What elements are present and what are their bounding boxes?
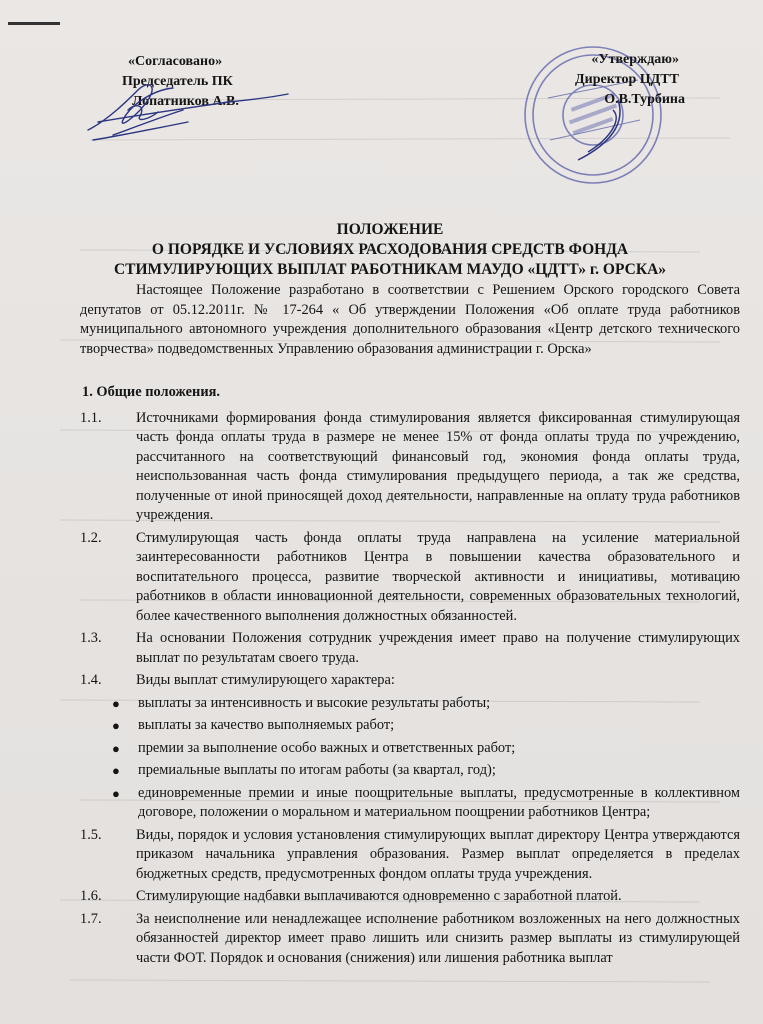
bullet-icon: ● (112, 740, 120, 756)
approval-right-name: О.В.Турбина (604, 92, 685, 107)
clause-number: 1.3. (80, 630, 102, 646)
clause-text: Виды выплат стимулирующего характера: (136, 672, 395, 688)
clause-number: 1.4. (80, 672, 102, 688)
document-title (60, 220, 720, 280)
intro-paragraph: Настоящее Положение разработано в соответствии с Решением Орского городского Совета депутатов от 05.12.2011г. № 17-264 « Об утверждении Положения «Об оплате труда работников муниципального автономного учреждения дополнительного образования «Центр детского технического творчества» подведомственных Управлению образования администрации г. Орска» (80, 282, 740, 357)
clause-number: 1.5. (80, 826, 102, 843)
clause (80, 529, 740, 627)
approval-right-position: Директор ЦДТТ (575, 72, 679, 87)
bullet-icon: ● (112, 695, 120, 711)
approval-block-right (575, 50, 685, 110)
payment-types-list (112, 694, 740, 823)
title-line-1: ПОЛОЖЕНИЕ (336, 221, 444, 238)
clause (80, 629, 740, 668)
clause-number: 1.7. (80, 910, 102, 927)
list-item: ● выплаты за интенсивность и высокие результаты работы; (112, 694, 740, 714)
list-item: ● выплаты за качество выполняемых работ; (112, 716, 740, 736)
scan-corner-mark (8, 22, 60, 25)
document-body (80, 281, 740, 971)
title-line-2: О ПОРЯДКЕ И УСЛОВИЯХ РАСХОДОВАНИЯ СРЕДСТВ ФОНДА (151, 241, 629, 258)
list-item: ● премии за выполнение особо важных и ответственных работ; (112, 739, 740, 759)
bullet-icon: ● (112, 785, 120, 801)
approval-left-title: «Согласовано» (128, 54, 223, 69)
clause-text: Стимулирующая часть фонда оплаты труда направлена на усиление материальной заинтересованности работников Центра в повышении качества образовательного и воспитательного процесса, развитие творческой активности и инициативы, мотивацию работников в области инновационной деятельности, современных образовательных технологий, более качественного выполнения должностных обязанностей. (136, 529, 740, 624)
section-heading: 1. Общие положения. (82, 384, 221, 400)
signature-icon (78, 60, 298, 150)
bullet-icon: ● (112, 763, 120, 778)
clause (80, 671, 740, 691)
title-line-3: СТИМУЛИРУЮЩИХ ВЫПЛАТ РАБОТНИКАМ МАУДО «ЦДТТ» г. ОРСКА» (113, 261, 667, 278)
clause-text: На основании Положения сотрудник учреждения имеет право на получение стимулирующих выплат по результатам своего труда. (136, 630, 740, 666)
list-item: ● премиальные выплаты по итогам работы (за квартал, год); (112, 761, 740, 781)
approval-left-name: Лопатников А.В. (132, 94, 239, 109)
clause-text: Источниками формирования фонда стимулирования является фиксированная стимулирующая часть фонда оплаты труда в размере не менее 15% от фонда оплаты труда по учреждению, рассчитанного на соответствующий финансовый год, экономия фонда оплаты труда, неиспользованная часть фонда стимулирования предыдущего периода, а так же средства, полученные от иной приносящей доход деятельности, направленные на оплату труда работников учреждения. (136, 409, 740, 523)
list-item: ● единовременные премии и иные поощрительные выплаты, предусмотренные в коллективном договоре, положении о моральном и материальном поощрении работников Центра; (112, 784, 740, 823)
clause (80, 910, 740, 969)
clause-number: 1.2. (80, 529, 102, 546)
clause-number: 1.6. (80, 888, 102, 904)
clause-number: 1.1. (80, 409, 102, 426)
clause (80, 887, 740, 907)
approval-left-position: Председатель ПК (122, 74, 233, 89)
clause-text: Стимулирующие надбавки выплачиваются одновременно с заработной платой. (136, 888, 622, 904)
clause-text: Виды, порядок и условия установления стимулирующих выплат директору Центра утверждаются приказом начальника управления образования. Размер выплат определяется в пределах бюджетных средств, предусмотренных фондом оплаты труда учреждения. (136, 826, 740, 882)
clause-text: За неисполнение или ненадлежащее исполнение работником возложенных на него должностных обязанностей директор имеет право лишить или снизить размер выплаты из стимулирующей части ФОТ. Порядок и основания (снижения) или лишения работника выплат (136, 910, 740, 966)
clause (80, 826, 740, 885)
clause (80, 409, 740, 526)
bullet-icon: ● (112, 718, 120, 733)
approval-right-title: «Утверждаю» (591, 52, 679, 67)
